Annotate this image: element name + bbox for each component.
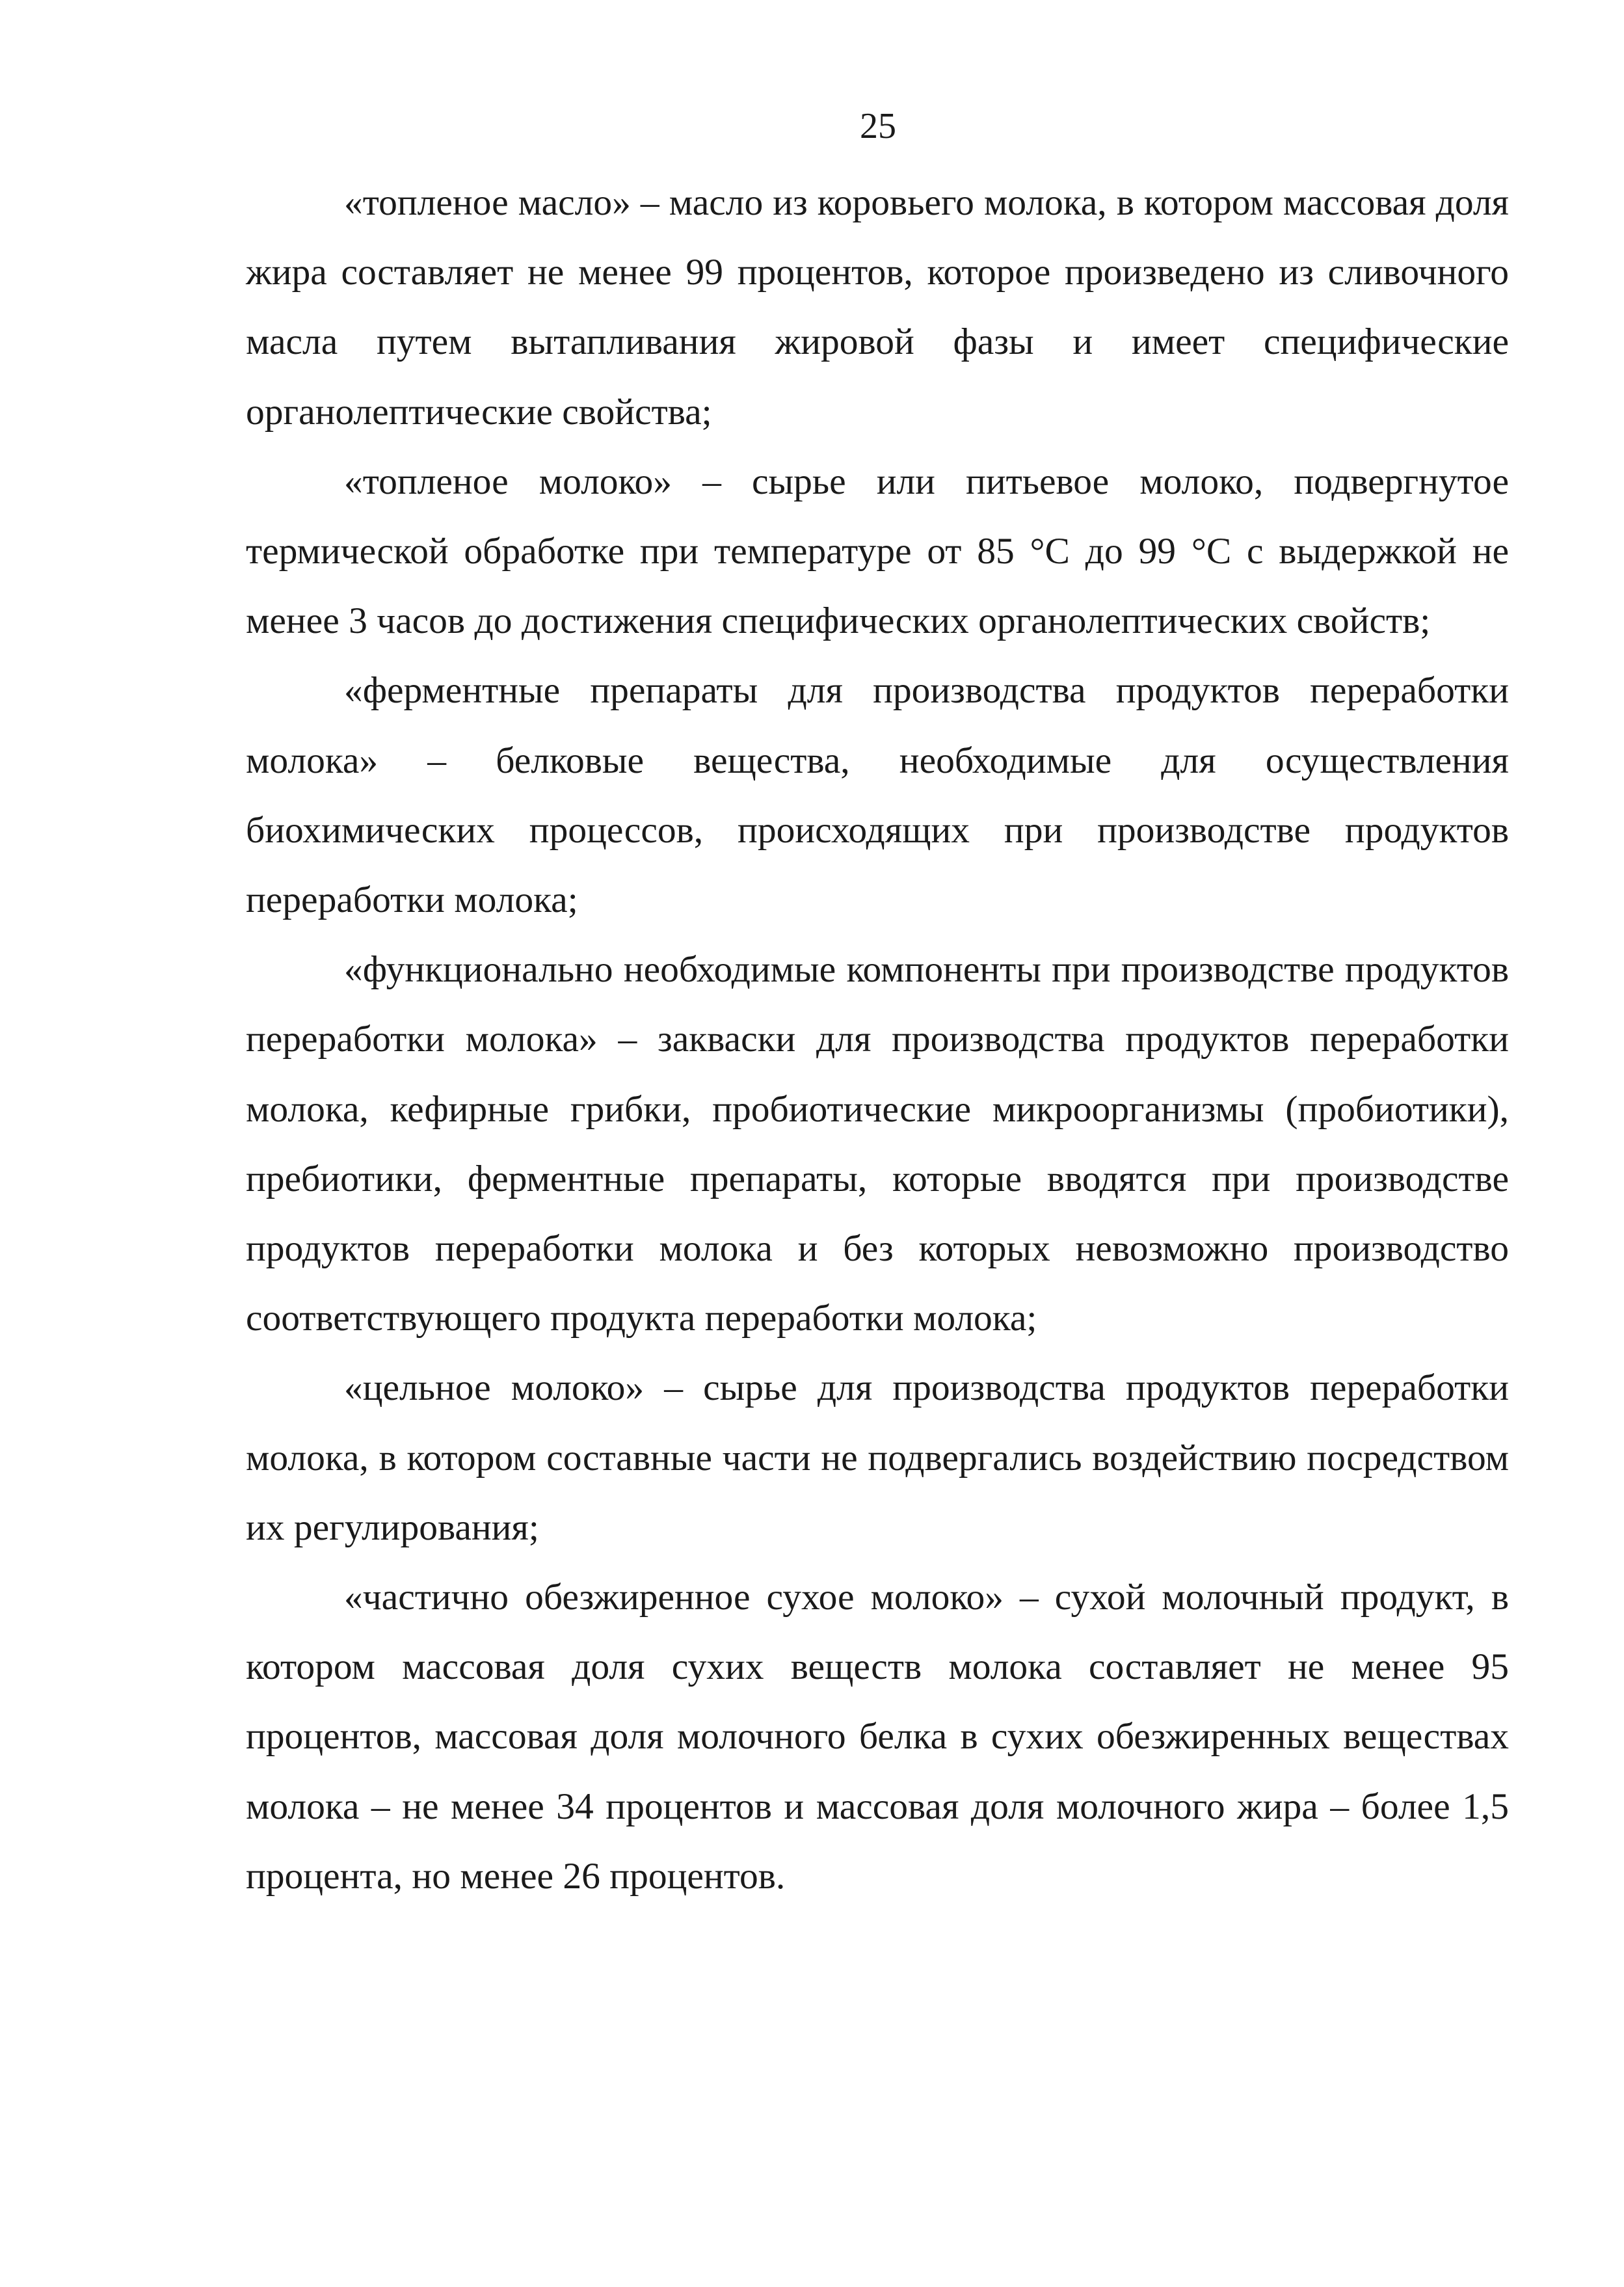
definition-paragraph: «цельное молоко» – сырье для производства продуктов переработки молока, в котором составные части не подвергались воздействию посредством их регулирования;: [246, 1367, 1509, 1548]
page-number: 25: [860, 106, 896, 146]
definition-paragraph: «ферментные препараты для производства продуктов переработки молока» – белковые вещества, необходимые для осуществления биохимических процессов, происходящих при производстве продуктов переработки молока;: [246, 670, 1509, 921]
definition-paragraph: «топленое масло» – масло из коровьего молока, в котором массовая доля жира составляет не менее 99 процентов, которое произведено из сливочного масла путем вытапливания жировой фазы и имеет специфические органолептические свойства;: [246, 182, 1509, 433]
document-body: [246, 168, 1509, 1911]
definition-paragraph: «частично обезжиренное сухое молоко» – сухой молочный продукт, в котором массовая доля сухих веществ молока составляет не менее 95 процентов, массовая доля молочного белка в сухих обезжиренных веществах молока – не менее 34 процентов и массовая доля молочного жира – более 1,5 процента, но менее 26 процентов.: [246, 1577, 1509, 1897]
definition-paragraph: «топленое молоко» – сырье или питьевое молоко, подвергнутое термической обработке при температуре от 85 °С до 99 °С с выдержкой не менее 3 часов до достижения специфических органолептических свойств;: [246, 461, 1509, 642]
definition-paragraph: «функционально необходимые компоненты при производстве продуктов переработки молока» – закваски для производства продуктов переработки молока, кефирные грибки, пробиотические микроорганизмы (пробиотики), пребиотики, ферментные препараты, которые вводятся при производстве продуктов переработки молока и без которых невозможно производство соответствующего продукта переработки молока;: [246, 949, 1509, 1339]
